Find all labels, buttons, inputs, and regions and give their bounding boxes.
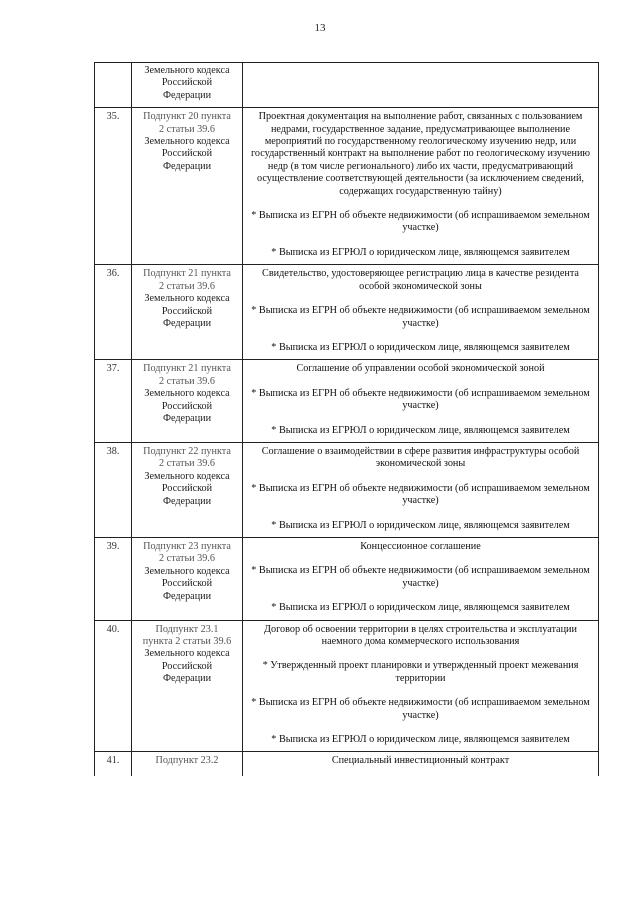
- legal-basis-cell: [132, 442, 243, 537]
- legal-basis-line: Российской: [161, 77, 213, 89]
- required-documents-cell: [243, 442, 599, 537]
- required-documents-cell: [243, 752, 599, 776]
- required-document-item: * Выписка из ЕГРН об объекте недвижимости (об испрашиваемом земельном участке): [251, 565, 590, 589]
- legal-basis-line: Федерации: [162, 590, 212, 602]
- required-document-item: Концессионное соглашение: [360, 540, 481, 552]
- required-document-item: Соглашение об управлении особой экономической зоной: [296, 363, 545, 375]
- required-document-item: * Выписка из ЕГРН об объекте недвижимости (об испрашиваемом земельном участке): [251, 482, 590, 507]
- required-documents-cell: [243, 265, 599, 360]
- legal-basis-line: Подпункт 23.1: [155, 623, 219, 635]
- legal-basis-line: Российской: [161, 660, 213, 672]
- legal-basis-line: Земельного кодекса: [144, 65, 230, 76]
- legal-basis-line: Подпункт 22 пункта: [143, 445, 231, 457]
- required-document-item: Свидетельство, удостоверяющее регистрацию лица в качестве резидента особой экономической зоны: [262, 268, 579, 292]
- table-row: [95, 108, 599, 265]
- required-document-item: * Выписка из ЕГРЮЛ о юридическом лице, являющемся заявителем: [271, 519, 570, 531]
- row-number: [95, 63, 132, 108]
- legal-basis-line: Федерации: [162, 495, 212, 507]
- required-document-item: * Выписка из ЕГРЮЛ о юридическом лице, являющемся заявителем: [271, 424, 570, 436]
- table-row: [95, 63, 599, 108]
- required-document-item: Соглашение о взаимодействии в сфере развития инфраструктуры особой экономической зоны: [261, 445, 580, 470]
- legal-basis-line: Земельного кодекса: [144, 388, 230, 400]
- legal-basis-cell: [132, 620, 243, 752]
- legal-basis-cell: [132, 537, 243, 620]
- legal-basis-line: 2 статьи 39.6: [159, 375, 215, 387]
- legal-basis-line: Земельного кодекса: [144, 470, 230, 482]
- table-row: [95, 265, 599, 360]
- legal-basis-line: Земельного кодекса: [144, 565, 230, 577]
- legal-basis-line: Федерации: [162, 89, 212, 101]
- row-number: 37.: [95, 360, 132, 443]
- required-document-item: * Выписка из ЕГРН об объекте недвижимости (об испрашиваемом земельном участке): [251, 305, 590, 329]
- required-document-item: * Выписка из ЕГРН об объекте недвижимости (об испрашиваемом земельном участке): [251, 697, 590, 721]
- required-document-item: * Выписка из ЕГРЮЛ о юридическом лице, являющемся заявителем: [271, 246, 570, 258]
- required-documents-cell: [243, 108, 599, 265]
- required-document-item: * Выписка из ЕГРЮЛ о юридическом лице, являющемся заявителем: [271, 341, 570, 353]
- required-documents-cell: [243, 537, 599, 620]
- legal-basis-line: Федерации: [162, 673, 212, 685]
- legal-basis-line: Подпункт 21 пункта: [143, 363, 231, 375]
- legal-basis-line: Федерации: [162, 412, 212, 424]
- row-number: 40.: [95, 620, 132, 752]
- legal-basis-line: Земельного кодекса: [144, 136, 230, 148]
- legal-basis-line: Подпункт 20 пункта: [143, 111, 231, 123]
- legal-basis-line: Подпункт 21 пункта: [143, 268, 231, 280]
- required-document-item: Специальный инвестиционный контракт: [331, 755, 510, 767]
- legal-basis-cell: [132, 63, 243, 108]
- row-number: 41.: [95, 752, 132, 776]
- row-number: 39.: [95, 537, 132, 620]
- legal-basis-line: Подпункт 23.2: [155, 755, 219, 767]
- table-body: [95, 63, 599, 776]
- row-number: 36.: [95, 265, 132, 360]
- table-row: [95, 620, 599, 752]
- required-document-item: * Выписка из ЕГРН об объекте недвижимости (об испрашиваемом земельном участке): [251, 387, 590, 412]
- table-row: [95, 752, 599, 776]
- required-documents-cell: [243, 360, 599, 443]
- legal-basis-line: Федерации: [162, 160, 212, 172]
- required-document-item: * Выписка из ЕГРЮЛ о юридическом лице, являющемся заявителем: [271, 602, 570, 614]
- legal-basis-line: Российской: [161, 483, 213, 495]
- row-number: 38.: [95, 442, 132, 537]
- legal-basis-line: Подпункт 23 пункта: [143, 540, 231, 552]
- required-documents-cell: [243, 620, 599, 752]
- legal-basis-line: Земельного кодекса: [144, 648, 230, 660]
- table-row: [95, 360, 599, 443]
- legal-basis-cell: [132, 752, 243, 776]
- required-document-item: Договор об освоении территории в целях строительства и эксплуатации наемного дома коммерческого использования: [264, 623, 577, 647]
- legal-basis-cell: [132, 265, 243, 360]
- legal-basis-line: 2 статьи 39.6: [159, 123, 215, 135]
- required-documents-cell: [243, 63, 599, 108]
- legal-basis-line: 2 статьи 39.6: [159, 458, 215, 470]
- legal-basis-cell: [132, 360, 243, 443]
- required-document-item: * Выписка из ЕГРН об объекте недвижимости (об испрашиваемом земельном участке): [251, 210, 590, 234]
- legal-basis-line: Федерации: [162, 317, 212, 329]
- row-number: 35.: [95, 108, 132, 265]
- legal-basis-line: Российской: [161, 578, 213, 590]
- table-row: [95, 442, 599, 537]
- documents-table: [94, 62, 599, 776]
- legal-basis-line: 2 статьи 39.6: [159, 280, 215, 292]
- legal-basis-line: Российской: [161, 148, 213, 160]
- legal-basis-line: Земельного кодекса: [144, 293, 230, 305]
- required-document-item: Проектная документация на выполнение работ, связанных с пользованием недрами, государственное задание, предусматривающее выполнение мероприятий по государственному геологическому изучению недр, или государственный контракт на выполнение работ по геологическому изучению недр (в том числе регионального) либо их части, предусматривающий осуществление соответствующей деятельности (за исключением сведений, содержащих государственную тайну): [250, 111, 591, 197]
- legal-basis-line: Российской: [161, 400, 213, 412]
- page-number: 13: [314, 22, 326, 34]
- table-row: [95, 537, 599, 620]
- legal-basis-line: пункта 2 статьи 39.6: [142, 636, 232, 647]
- legal-basis-line: 2 статьи 39.6: [159, 553, 215, 565]
- required-document-item: * Утвержденный проект планировки и утвержденный проект межевания территории: [262, 660, 579, 684]
- legal-basis-line: Российской: [161, 305, 213, 317]
- required-document-item: * Выписка из ЕГРЮЛ о юридическом лице, являющемся заявителем: [271, 734, 570, 746]
- legal-basis-cell: [132, 108, 243, 265]
